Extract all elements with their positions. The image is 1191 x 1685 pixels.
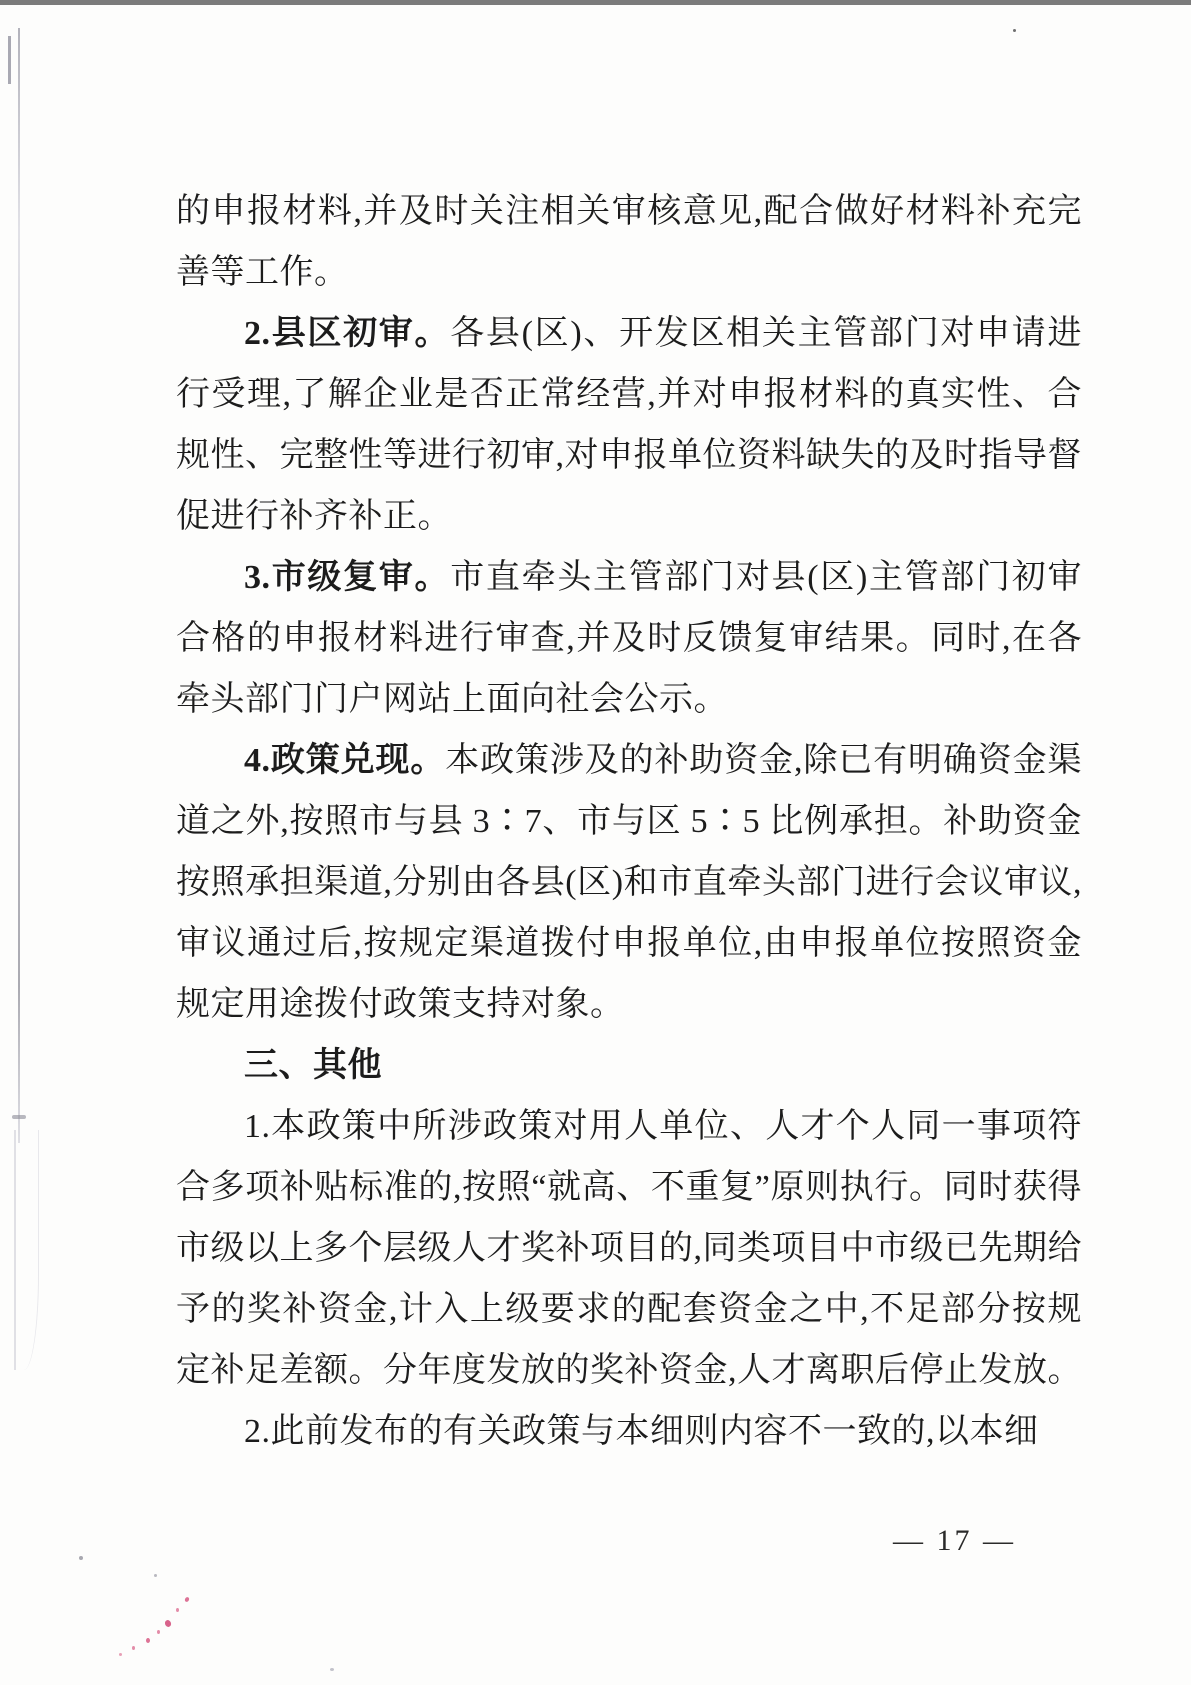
scan-artifact-left-curve bbox=[14, 1130, 39, 1370]
document-body bbox=[176, 181, 1082, 1462]
scan-speck bbox=[1013, 29, 1016, 32]
scan-artifact-top-bar bbox=[0, 0, 1191, 5]
paragraph-head: 2.县区初审。 bbox=[244, 315, 451, 352]
scan-speck-pink bbox=[176, 1608, 179, 1612]
scan-speck bbox=[79, 1556, 83, 1560]
paragraph-county-initial-review bbox=[176, 303, 1082, 547]
paragraph-head: 4.政策兑现。 bbox=[244, 742, 446, 779]
scan-artifact-left-mark bbox=[12, 1115, 26, 1119]
scan-speck-pink bbox=[146, 1638, 150, 1643]
paragraph-city-review bbox=[176, 547, 1082, 730]
paragraph-policy-fulfillment bbox=[176, 730, 1082, 1035]
paragraph-others-item1: 1.本政策中所涉政策对用人单位、人才个人同一事项符合多项补贴标准的,按照“就高、不重复”原则执行。同时获得市级以上多个层级人才奖补项目的,同类项目中市级已先期给予的奖补资金,计入上级要求的配套资金之中,不足部分按规定补足差额。分年度发放的奖补资金,人才离职后停止发放。 bbox=[176, 1108, 1082, 1389]
scan-artifact-left-mark bbox=[8, 36, 11, 84]
scan-speck-pink bbox=[184, 1596, 190, 1602]
section-heading-others: 三、其他 bbox=[244, 1047, 382, 1084]
scan-speck bbox=[154, 1574, 157, 1577]
paragraph-body: 各县(区)、开发区相关主管部门对申请进行受理,了解企业是否正常经营,并对申报材料的真实性、合规性、完整性等进行初审,对申报单位资料缺失的及时指导督促进行补齐补正。 bbox=[176, 315, 1082, 535]
scan-speck-pink bbox=[119, 1653, 122, 1656]
scan-artifact-left-edge-line bbox=[18, 28, 20, 1143]
page-number: — 17 — bbox=[893, 1524, 1016, 1557]
paragraph-body: 市直牵头主管部门对县(区)主管部门初审合格的申报材料进行审查,并及时反馈复审结果。同时,在各牵头部门门户网站上面向社会公示。 bbox=[176, 559, 1082, 718]
scan-speck-pink bbox=[164, 1619, 172, 1628]
paragraph-continuation: 的申报材料,并及时关注相关审核意见,配合做好材料补充完善等工作。 bbox=[176, 193, 1082, 291]
paragraph-others-item2: 2.此前发布的有关政策与本细则内容不一致的,以本细 bbox=[244, 1413, 1039, 1450]
scan-speck-pink bbox=[132, 1646, 135, 1650]
paragraph-head: 3.市级复审。 bbox=[244, 559, 451, 596]
paragraph-body: 本政策涉及的补助资金,除已有明确资金渠道之外,按照市与县 3∶7、市与区 5∶5 比例承担。补助资金按照承担渠道,分别由各县(区)和市直牵头部门进行会议审议,审议通过后,按规定渠道拨付申报单位,由申报单位按照资金规定用途拨付政策支持对象。 bbox=[176, 742, 1082, 1023]
scan-speck-pink bbox=[157, 1630, 160, 1634]
scan-speck bbox=[330, 1668, 334, 1671]
